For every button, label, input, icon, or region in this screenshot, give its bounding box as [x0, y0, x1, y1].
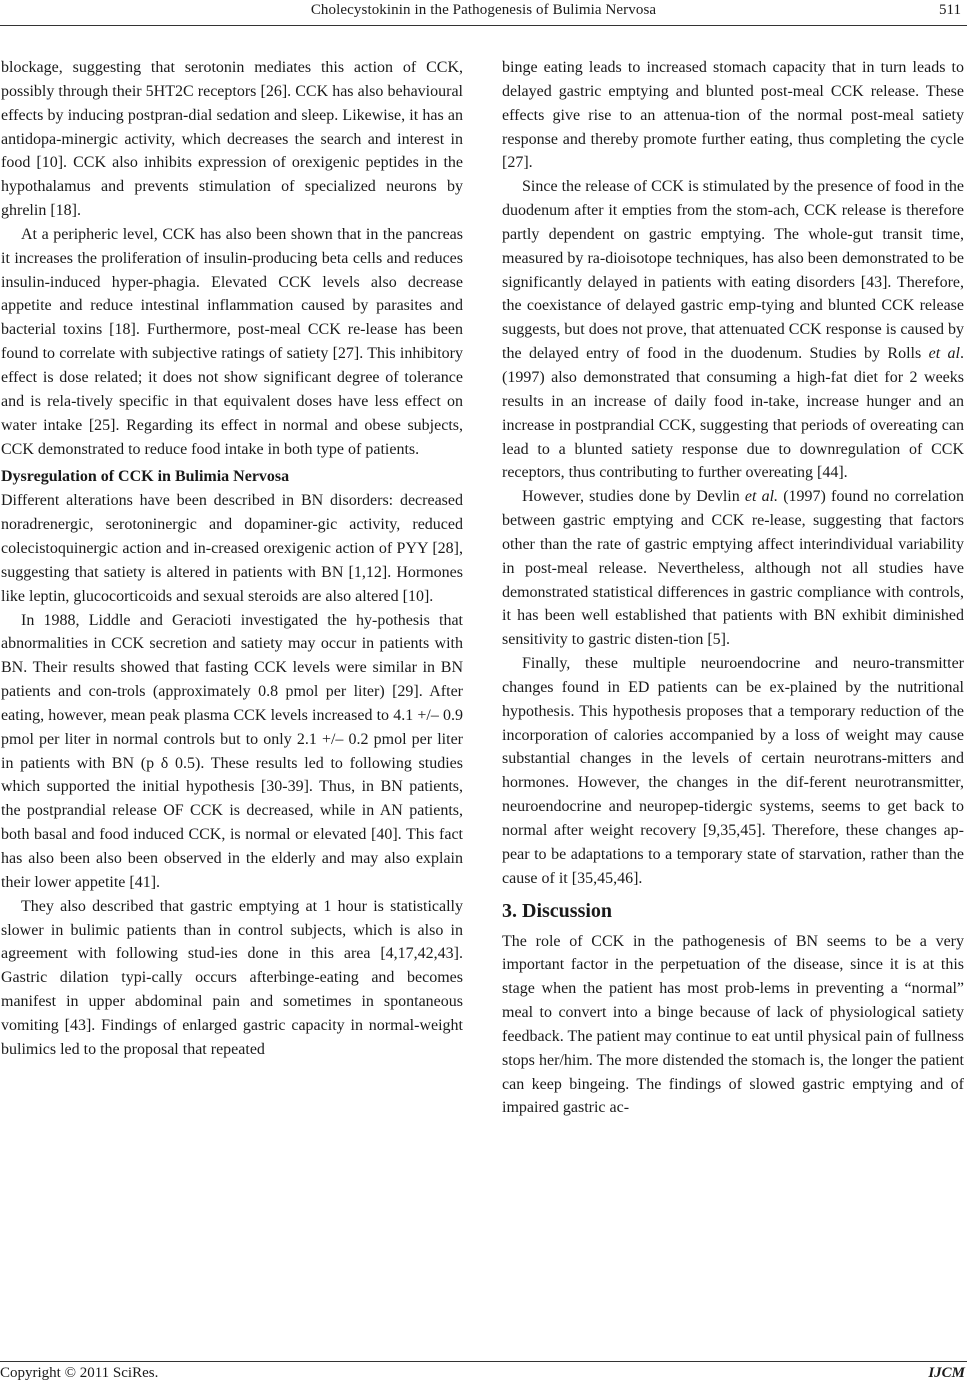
paragraph: binge eating leads to increased stomach capacity that in turn leads to delayed gastric emptying and blunted post-meal CCK release. These effects give rise to an attenua-tion of the normal post-meal satiety response and thereby promote further eating, thus completing the cycle [27]. [502, 59, 964, 172]
right-column [502, 56, 964, 1120]
paragraph: Finally, these multiple neuroendocrine and neuro-transmitter changes found in ED patients can be ex-plained by the nutritional hypothesis. This hypothesis proposes that a temporary reduction of the incorporation of calories accompanied by a loss of weight may cause substantial changes in the levels of certain neurotrans-mitters and hormones. However, the changes in the dif-ferent neurotransmitter, neuroendocrine and neuropep-tidergic systems, seems to get back to normal after weight recovery [9,35,45]. Therefore, these changes ap-pear to be adaptations to a temporary state of starvation, rather than the cause of it [35,45,46]. [502, 655, 964, 887]
left-column [1, 56, 463, 1062]
header-rule [0, 25, 967, 26]
text-run: However, studies done by Devlin [522, 488, 745, 506]
paragraph: They also described that gastric emptying at 1 hour is statistically slower in bulimic patients than in control subjects, which is also in agreement with following stud-ies done in this area [4,17,42,43]. Gastric dilation typi-cally occurs afterbinge-eating and becomes manifest in upper abdominal pain and sometimes in spontaneous vomiting [43]. Findings of enlarged gastric capacity in normal-weight bulimics led to the proposal that repeated [1, 897, 463, 1058]
paragraph: The role of CCK in the pathogenesis of BN seems to be a very important factor in the perpetuation of the disease, since it is at this stage when the patient has most prob-lems in preventing a “normal” meal to convert into a binge because of lack of physiological satiety feedback. The patient may continue to eat until physical pain of fullness stops her/him. The more distended the stomach is, the longer the patient can keep bingeing. The findings of slowed gastric emptying and of impaired gastric ac- [502, 932, 964, 1117]
paragraph: Different alterations have been described in BN disorders: decreased noradrenergic, serotoninergic and dopaminer-gic activity, reduced colecistoquinergic action and in-creased orexigenic action of PYY [28], suggesting that satiety is altered in patients with BN [1,12]. Hormones like leptin, glucocorticoids and sexual steroids are also altered [10]. [1, 492, 463, 605]
paragraph [502, 485, 964, 652]
text-run: (1997) found no correlation between gastric emptying and CCK re-lease, suggesting that factors other than the rate of gastric emptying affect interindividual variability in post-meal release. Nevertheless, although not all studies have demonstrated statistical differences in gastric compliance with controls, it has been well established that patients with BN exhibit diminished sensitivity to gastric disten-tion [5]. [502, 488, 964, 649]
italic-text: et al [928, 345, 960, 363]
text-run: Since the release of CCK is stimulated by the presence of food in the duodenum after it empties from the stom-ach, CCK release is therefore partly dependent on gastric emptying. The whole-gut transit time, measured by ra-dioisotope techniques, has also been demonstrated to be significantly delayed in patients with eating disorders [43]. Therefore, the coexistance of delayed gastric emp-tying and blunted CCK release suggests, but does not prove, that attenuated CCK response is caused by the delayed entry of food in the duodenum. Studies by Rolls [502, 178, 964, 363]
section-heading: 3. Discussion [502, 899, 613, 922]
paragraph: At a peripheric level, CCK has also been shown that in the pancreas it increases the proliferation of insulin-producing beta cells and reduces insulin-induced hyper-phagia. Elevated CCK levels also decrease appetite and reduce intestinal inflammation caused by parasites and bacterial toxins [18]. Furthermore, post-meal CCK re-lease has been found to correlate with subjective ratings of satiety [27]. This inhibitory effect is dose related; it does not show significant degree of tolerance and is rela-tively specific in that equivalent doses have less effect on water intake [25]. Regarding its effect in normal and obese subjects, CCK demonstrated to reduce food intake in both type of patients. [1, 225, 463, 458]
paragraph [502, 175, 964, 485]
subsection-heading: Dysregulation of CCK in Bulimia Nervosa [1, 468, 290, 486]
copyright-notice: Copyright © 2011 SciRes. [0, 1365, 159, 1381]
running-title: Cholecystokinin in the Pathogenesis of Bulimia Nervosa [310, 2, 657, 18]
page-number: 511 [939, 2, 961, 18]
paragraph: In 1988, Liddle and Geracioti investigated the hy-pothesis that abnormalities in CCK secretion and satiety may occur in patients with BN. Their results showed that fasting CCK levels were similar in BN patients and con-trols (approximately 0.8 pmol per liter) [29]. After eating, however, mean peak plasma CCK levels increased to 4.1 +/– 0.9 pmol per liter in normal controls but to only 2.1 +/– 0.2 pmol per liter in patients with BN (p δ 0.5). These results led to following studies which supported the initial hypothesis [30-39]. Thus, in BN patients, the postprandial release OF CCK is decreased, while in AN patients, both basal and food induced CCK, is normal or elevated [40]. This fact has also been also been observed in the elderly and may also explain their lower appetite [41]. [1, 611, 463, 891]
running-header [0, 0, 967, 26]
footer-rule [0, 1361, 967, 1362]
italic-text: et al. [744, 488, 779, 506]
journal-abbreviation: IJCM [928, 1365, 965, 1381]
paragraph: blockage, suggesting that serotonin mediates this action of CCK, possibly through their 5HT2C receptors [26]. CCK has also behavioural effects by inducing postpran-dial sedation and sleep. Likewise, it has an antidopa-minergic activity, which decreases the search and interest in food [10]. CCK also inhibits expression of orexigenic peptides in the hypothalamus and prevents stimulation of specialized neurons by ghrelin [18]. [1, 59, 463, 220]
text-run: . (1997) also demonstrated that consuming a high-fat diet for 2 weeks results in an increase of daily food in-take, increase hunger and an increase in postprandial CCK, suggesting that periods of overeating can lead to a blunted satiety response due to downregulation of CCK receptors, thus contributing to further overeating [44]. [502, 345, 964, 482]
